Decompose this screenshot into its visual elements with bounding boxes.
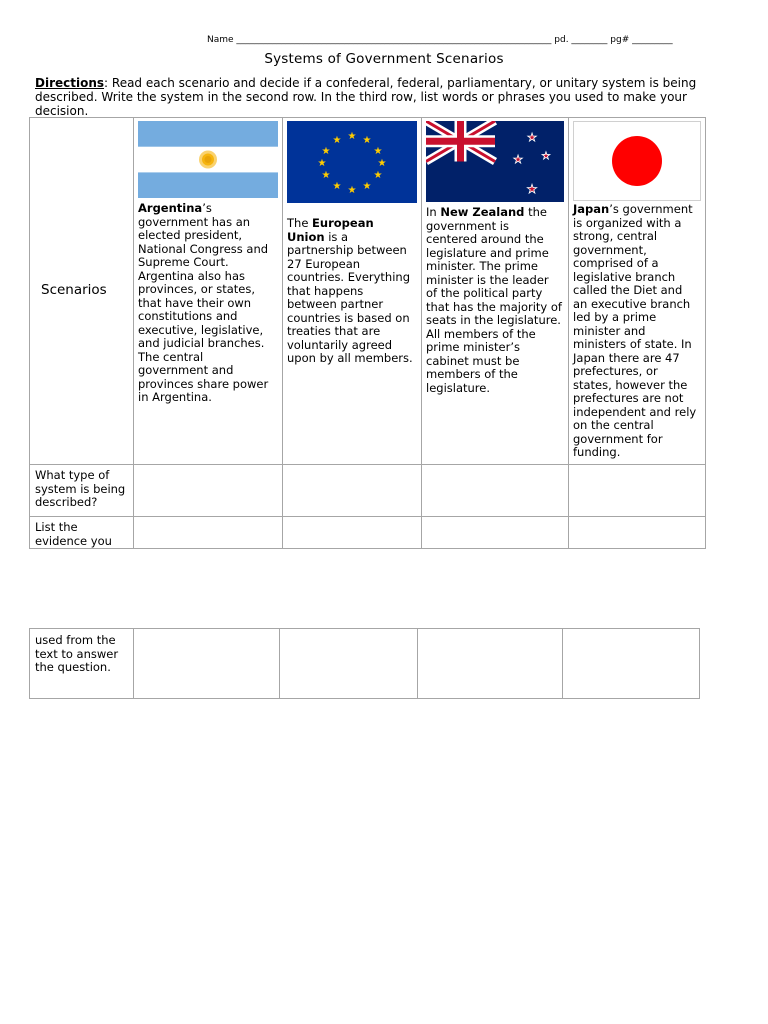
country-name: Argentina xyxy=(138,201,203,215)
evidence-cell-new-zealand-continued[interactable] xyxy=(418,629,563,699)
evidence-cell-argentina[interactable] xyxy=(134,517,283,549)
country-name: Japan xyxy=(573,202,610,216)
scenario-argentina xyxy=(134,118,283,465)
scenarios-table xyxy=(29,117,706,549)
evidence-label-continued: used from the text to answer the question. xyxy=(30,629,134,699)
european-union-flag xyxy=(287,121,417,203)
system-type-label: What type of system is being described? xyxy=(30,465,134,517)
evidence-row-continued xyxy=(30,629,700,699)
japan-flag xyxy=(573,121,701,201)
scenario-european-union xyxy=(283,118,422,465)
evidence-cell-japan[interactable] xyxy=(569,517,706,549)
svg-text:★: ★ xyxy=(373,146,383,157)
svg-text:★: ★ xyxy=(526,182,538,196)
system-type-row xyxy=(30,465,706,517)
svg-text:★: ★ xyxy=(362,135,372,146)
svg-text:★: ★ xyxy=(347,131,357,142)
svg-text:★: ★ xyxy=(513,153,523,166)
page-title: Systems of Government Scenarios xyxy=(264,51,504,67)
scenario-text: Argentina’s government has an elected president, National Congress and Supreme Court. Argentina also has provinces, or states, that have their own constitutions and executive, legislative, and judicial branches. The central government and provinces share power in Argentina. xyxy=(138,201,269,404)
evidence-cell-new-zealand[interactable] xyxy=(422,517,569,549)
answer-cell-new-zealand[interactable] xyxy=(422,465,569,517)
argentina-flag xyxy=(138,121,278,198)
scenario-new-zealand xyxy=(422,118,569,465)
directions xyxy=(35,76,735,118)
svg-text:★: ★ xyxy=(362,181,372,192)
answer-cell-european-union[interactable] xyxy=(283,465,422,517)
svg-text:★: ★ xyxy=(321,146,331,157)
svg-text:★: ★ xyxy=(377,158,387,169)
answer-cell-japan[interactable] xyxy=(569,465,706,517)
country-name: European Union xyxy=(287,216,374,244)
scenarios-label: Scenarios xyxy=(30,118,134,465)
svg-text:★: ★ xyxy=(321,170,331,181)
new-zealand-flag xyxy=(426,121,564,202)
name-period-page-line: Name ______________________________________________________________________ pd. ________ pg# _________ xyxy=(207,35,673,45)
scenario-text: Japan’s government is organized with a strong, central government, comprised of a legislative branch called the Diet and an executive branch led by a prime minister and ministers of state. In Japan there are 47 prefectures, or states, however the prefectures are not independent and rely on the central government for funding. xyxy=(573,202,697,459)
country-name: New Zealand xyxy=(440,205,525,219)
evidence-row xyxy=(30,517,706,549)
svg-text:★: ★ xyxy=(332,181,342,192)
evidence-cell-japan-continued[interactable] xyxy=(563,629,700,699)
scenario-japan xyxy=(569,118,706,465)
svg-text:★: ★ xyxy=(347,185,357,196)
scenario-text: In New Zealand the government is centered around the legislature and prime minister. The prime minister is the leader of the political party that has the majority of seats in the legislature. All members of the prime minister’s cabinet must be members of the legislature. xyxy=(426,205,562,395)
directions-label: Directions xyxy=(35,76,105,90)
svg-text:★: ★ xyxy=(541,151,551,162)
scenarios-row xyxy=(30,118,706,465)
evidence-continued-table xyxy=(29,628,700,699)
svg-text:★: ★ xyxy=(527,131,537,144)
svg-text:★: ★ xyxy=(332,135,342,146)
scenario-text: The European Union is a partnership between 27 European countries. Everything that happens between partner countries is based on treaties that are voluntarily agreed upon by all members. xyxy=(287,216,413,365)
svg-text:★: ★ xyxy=(317,158,327,169)
evidence-label: List the evidence you xyxy=(30,517,134,549)
answer-cell-argentina[interactable] xyxy=(134,465,283,517)
evidence-cell-argentina-continued[interactable] xyxy=(134,629,280,699)
evidence-cell-european-union[interactable] xyxy=(283,517,422,549)
evidence-cell-european-union-continued[interactable] xyxy=(280,629,418,699)
svg-text:★: ★ xyxy=(373,170,383,181)
directions-text: : Read each scenario and decide if a confederal, federal, parliamentary, or unitary system is being described. Write the system in the second row. In the third row, list words or phrases you used to make your decision. xyxy=(35,76,697,118)
